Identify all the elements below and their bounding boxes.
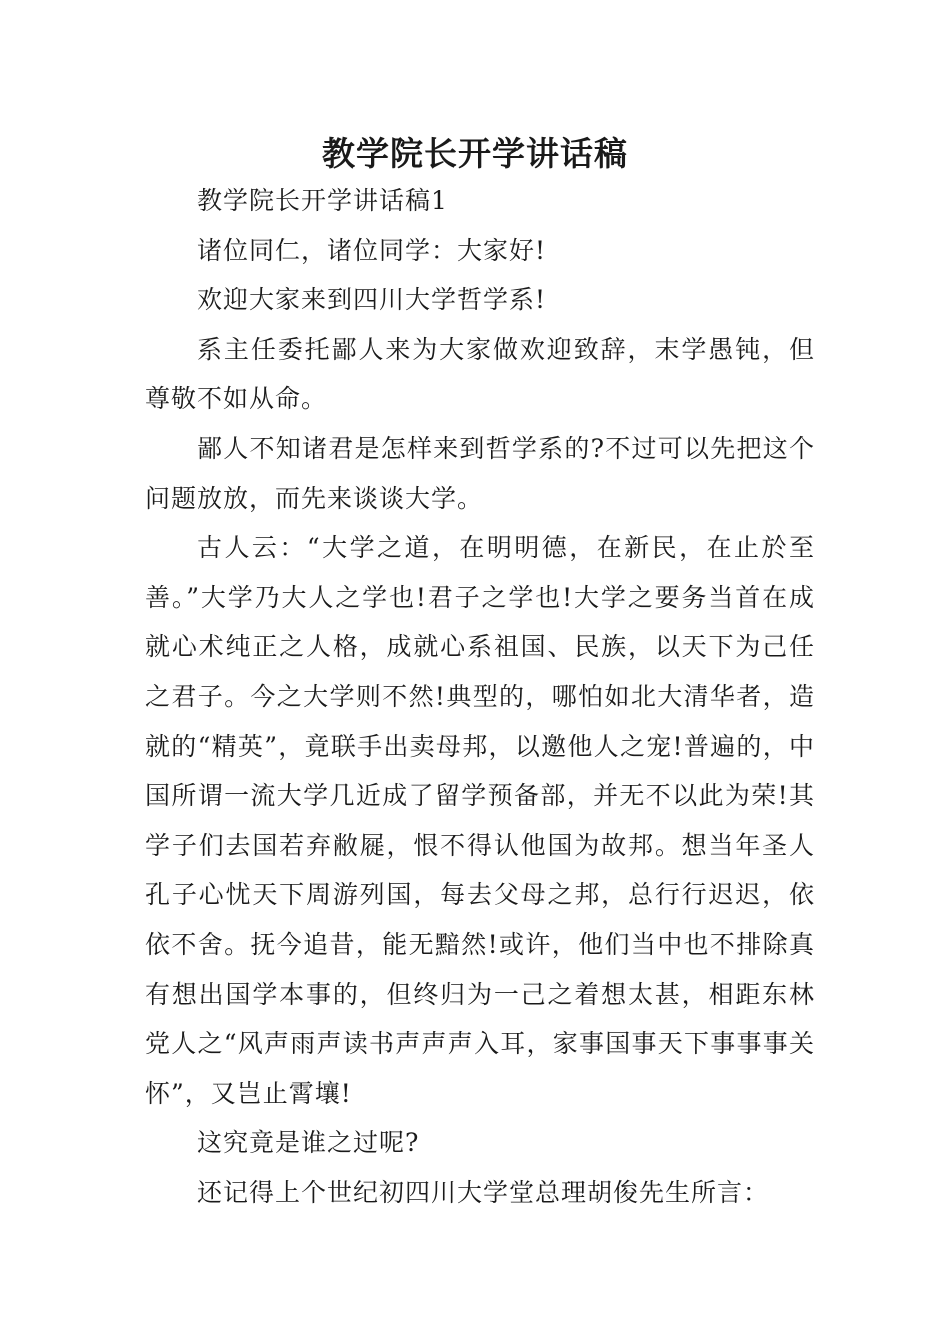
document-title: 教学院长开学讲话稿 <box>322 134 628 173</box>
paragraph-question: 鄙人不知诸君是怎样来到哲学系的?不过可以先把这个问题放放，而先来谈谈大学。 <box>145 433 815 513</box>
document-body <box>145 176 815 1217</box>
paragraph-welcome: 欢迎大家来到四川大学哲学系! <box>197 285 547 315</box>
paragraph-whose-fault: 这究竟是谁之过呢? <box>197 1128 420 1158</box>
paragraph-greeting: 诸位同仁，诸位同学：大家好! <box>197 235 547 265</box>
paragraph-main: 古人云：“大学之道，在明明德，在新民，在止於至善。”大学乃大人之学也!君子之学也!大学之要务当首在成就心术纯正之人格，成就心系祖国、民族，以天下为己任之君子。今之大学则不然!典型的，哪怕如北大清华者，造就的“精英”，竟联手出卖母邦，以邀他人之宠!普遍的，中国所谓一流大学几近成了留学预备部，并无不以此为荣!其学子们去国若弃敝屣，恨不得认他国为故邦。想当年圣人孔子心忧天下周游列国，每去父母之邦，总行行迟迟，依依不舍。抚今追昔，能无黯然!或许，他们当中也不排除真有想出国学本事的，但终归为一己之着想太甚，相距东林党人之“风声雨声读书声声声入耳，家事国事天下事事事关怀”，又岂止霄壤! <box>145 533 815 1108</box>
paragraph-heading: 教学院长开学讲话稿1 <box>197 186 448 215</box>
paragraph-recall: 还记得上个世纪初四川大学堂总理胡俊先生所言： <box>197 1177 770 1207</box>
paragraph-intro: 系主任委托鄙人来为大家做欢迎致辞，末学愚钝，但尊敬不如从命。 <box>145 334 815 414</box>
